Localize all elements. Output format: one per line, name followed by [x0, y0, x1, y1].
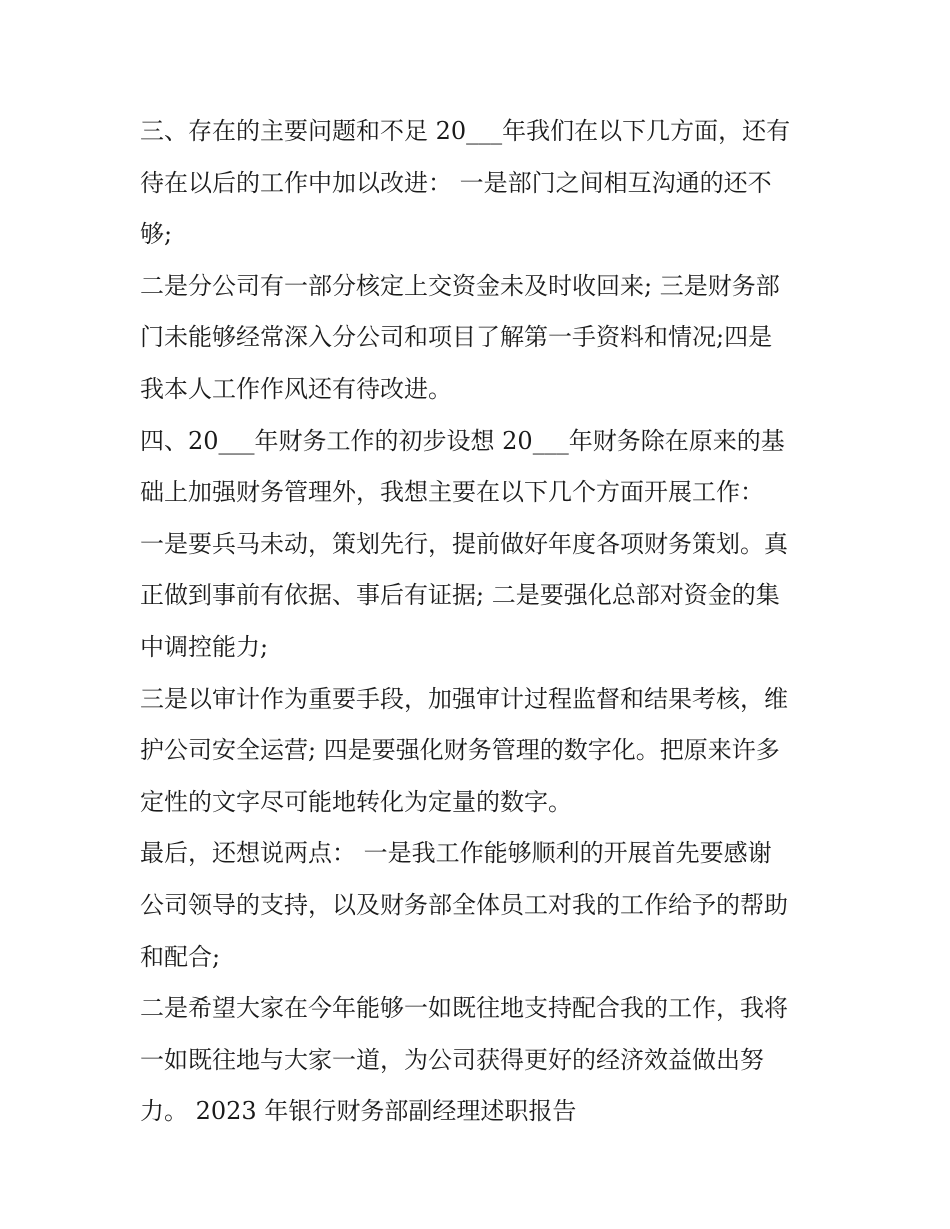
text-line: 和配合;	[140, 942, 221, 971]
text-line: 最后，还想说两点： 一是我工作能够顺利的开展首先要感谢	[140, 839, 772, 868]
text-line: 础上加强财务管理外，我想主要在以下几个方面开展工作：	[140, 478, 764, 507]
text-line: 公司领导的支持，以及财务部全体员工对我的工作给予的帮助	[140, 890, 788, 919]
text-line: 一如既往地与大家一道，为公司获得更好的经济效益做出努	[140, 1045, 764, 1074]
text-line: 二是希望大家在今年能够一如既往地支持配合我的工作，我将	[140, 994, 788, 1023]
text-line: 定性的文字尽可能地转化为定量的数字。	[140, 787, 572, 816]
text-line: 三、存在的主要问题和不足 20___年我们在以下几方面，还有	[140, 117, 791, 145]
text-line: 够;	[140, 220, 173, 249]
text-line: 力。 2023 年银行财务部副经理述职报告	[140, 1097, 577, 1126]
document-body	[140, 106, 820, 1138]
text-line: 中调控能力;	[140, 632, 269, 661]
text-line: 护公司安全运营; 四是要强化财务管理的数字化。把原来许多	[140, 736, 780, 765]
text-line: 三是以审计作为重要手段，加强审计过程监督和结果考核，维	[140, 684, 788, 713]
text-line: 门未能够经常深入分公司和项目了解第一手资料和情况;四是	[140, 323, 773, 352]
text-line: 正做到事前有依据、事后有证据; 二是要强化总部对资金的集	[140, 581, 780, 610]
text-line: 我本人工作作风还有待改进。	[140, 374, 452, 403]
text-line: 二是分公司有一部分核定上交资金未及时收回来; 三是财务部	[140, 271, 780, 300]
text-line: 四、20___年财务工作的初步设想 20___年财务除在原来的基	[140, 426, 785, 455]
text-line: 待在以后的工作中加以改进： 一是部门之间相互沟通的还不	[140, 168, 772, 197]
text-line: 一是要兵马未动，策划先行，提前做好年度各项财务策划。真	[140, 529, 788, 558]
